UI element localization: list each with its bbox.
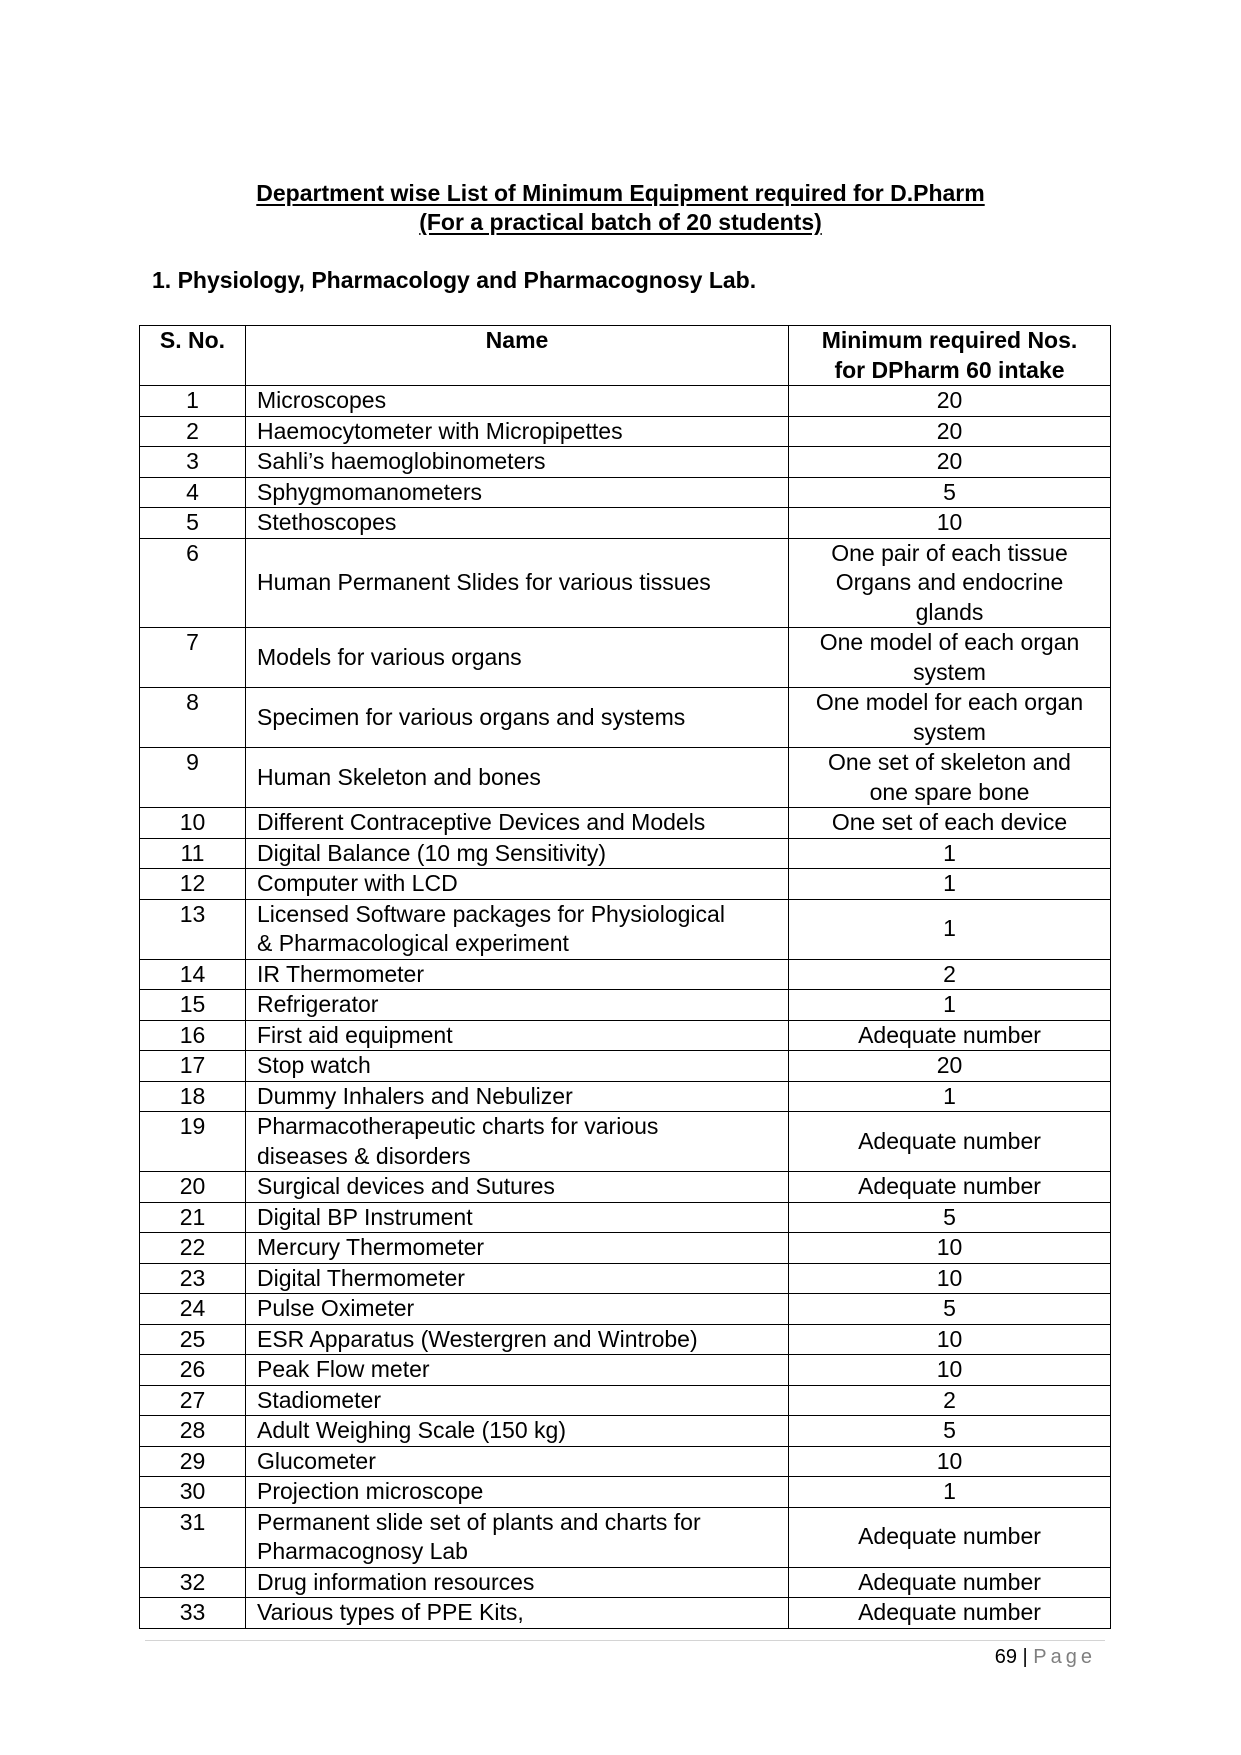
cell-name <box>246 959 789 990</box>
cell-name <box>246 1202 789 1233</box>
cell-min-required-line: One set of each device <box>831 809 1068 835</box>
cell-sno: 31 <box>140 1507 246 1567</box>
header-min-required-line2: for DPharm 60 intake <box>834 356 1065 383</box>
cell-min-required-line: 10 <box>936 509 963 535</box>
cell-sno: 2 <box>140 416 246 447</box>
table-row <box>140 1172 1111 1203</box>
cell-min-required-line: Adequate number <box>858 1173 1041 1199</box>
cell-name <box>246 1324 789 1355</box>
cell-name <box>246 1446 789 1477</box>
equipment-table <box>139 325 1111 1629</box>
cell-name-line: Stop watch <box>257 1052 371 1078</box>
cell-name-line: Pharmacotherapeutic charts for various <box>257 1113 659 1139</box>
cell-name-line: Projection microscope <box>257 1478 484 1504</box>
cell-min-required-line: 5 <box>943 1417 956 1443</box>
cell-name-line: Peak Flow meter <box>257 1356 430 1382</box>
cell-name-line: ESR Apparatus (Westergren and Wintrobe) <box>257 1325 698 1352</box>
table-row <box>140 688 1111 748</box>
cell-name <box>246 1385 789 1416</box>
cell-min-required <box>789 808 1111 839</box>
table-row <box>140 447 1111 478</box>
cell-min-required-line: 2 <box>943 1386 956 1413</box>
cell-name <box>246 1051 789 1082</box>
table-row <box>140 1324 1111 1355</box>
cell-sno: 3 <box>140 447 246 478</box>
table-row <box>140 1263 1111 1294</box>
cell-name-line: First aid equipment <box>257 1021 453 1048</box>
cell-name-line: Digital Thermometer <box>257 1264 465 1291</box>
cell-min-required <box>789 1507 1111 1567</box>
cell-min-required <box>789 386 1111 417</box>
cell-min-required <box>789 838 1111 869</box>
cell-min-required-line: 1 <box>943 870 956 896</box>
header-min-required <box>789 326 1111 386</box>
cell-name-line: Human Skeleton and bones <box>257 763 541 790</box>
cell-sno: 25 <box>140 1324 246 1355</box>
table-row <box>140 869 1111 900</box>
cell-min-required-line: One model of each organ <box>819 629 1080 655</box>
cell-name <box>246 1081 789 1112</box>
table-header-row <box>140 326 1111 386</box>
cell-name-line: Pharmacognosy Lab <box>257 1538 468 1564</box>
cell-min-required <box>789 1233 1111 1264</box>
cell-sno: 7 <box>140 628 246 688</box>
table-header <box>140 326 1111 386</box>
cell-name <box>246 1416 789 1447</box>
cell-min-required-line: 20 <box>936 1052 963 1078</box>
cell-min-required-line: Adequate number <box>858 1021 1041 1048</box>
cell-name <box>246 869 789 900</box>
table-row <box>140 508 1111 539</box>
cell-min-required <box>789 1477 1111 1508</box>
cell-min-required <box>789 1112 1111 1172</box>
cell-sno: 20 <box>140 1172 246 1203</box>
cell-min-required-line: one spare bone <box>869 778 1030 805</box>
cell-min-required-line: One model for each organ <box>815 689 1084 715</box>
cell-sno: 22 <box>140 1233 246 1264</box>
cell-name-line: Digital BP Instrument <box>257 1203 473 1230</box>
cell-min-required-line: 20 <box>936 448 963 474</box>
table-row <box>140 1233 1111 1264</box>
cell-min-required <box>789 1202 1111 1233</box>
cell-min-required <box>789 477 1111 508</box>
cell-name-line: Refrigerator <box>257 991 379 1017</box>
cell-min-required-line: 10 <box>936 1356 963 1382</box>
cell-min-required <box>789 1172 1111 1203</box>
document-title: Department wise List of Minimum Equipment required for D.Pharm <box>256 180 985 206</box>
cell-min-required <box>789 628 1111 688</box>
cell-name <box>246 477 789 508</box>
cell-name-line: Mercury Thermometer <box>257 1234 485 1260</box>
cell-min-required-line: system <box>913 658 986 685</box>
cell-name <box>246 1020 789 1051</box>
cell-name-line: Haemocytometer with Micropipettes <box>257 417 623 444</box>
cell-sno: 5 <box>140 508 246 539</box>
table-row <box>140 1051 1111 1082</box>
cell-name-line: Adult Weighing Scale (150 kg) <box>257 1417 566 1443</box>
cell-min-required <box>789 688 1111 748</box>
table-row <box>140 1416 1111 1447</box>
cell-min-required-line: 5 <box>943 478 956 505</box>
cell-min-required-line: Adequate number <box>858 1599 1041 1625</box>
cell-name <box>246 508 789 539</box>
table-body <box>140 386 1111 1629</box>
cell-name <box>246 838 789 869</box>
cell-min-required-line: 1 <box>943 1478 956 1504</box>
table-row <box>140 1567 1111 1598</box>
cell-min-required-line: 1 <box>943 1082 956 1109</box>
cell-name-line: Computer with LCD <box>257 870 458 896</box>
cell-min-required <box>789 416 1111 447</box>
table-row <box>140 1294 1111 1325</box>
cell-name <box>246 447 789 478</box>
cell-min-required <box>789 1385 1111 1416</box>
cell-min-required-line: Organs and endocrine <box>835 569 1064 595</box>
cell-min-required-line: One pair of each tissue <box>831 539 1068 566</box>
table-row <box>140 748 1111 808</box>
cell-name <box>246 1355 789 1386</box>
table-row <box>140 1477 1111 1508</box>
table-row <box>140 808 1111 839</box>
cell-name-line: Models for various organs <box>257 643 522 670</box>
cell-min-required <box>789 538 1111 628</box>
cell-name <box>246 386 789 417</box>
cell-min-required-line: glands <box>915 598 984 625</box>
cell-name <box>246 1294 789 1325</box>
cell-name-line: Various types of PPE Kits, <box>257 1599 524 1625</box>
cell-sno: 32 <box>140 1567 246 1598</box>
cell-name-line: Human Permanent Slides for various tissues <box>257 569 711 595</box>
cell-min-required-line: 1 <box>943 839 956 866</box>
cell-min-required <box>789 959 1111 990</box>
cell-sno: 9 <box>140 748 246 808</box>
table-row <box>140 899 1111 959</box>
cell-sno: 29 <box>140 1446 246 1477</box>
header-min-required-line1: Minimum required Nos. <box>821 327 1078 353</box>
cell-min-required <box>789 1446 1111 1477</box>
cell-sno: 10 <box>140 808 246 839</box>
cell-sno: 18 <box>140 1081 246 1112</box>
cell-sno: 14 <box>140 959 246 990</box>
cell-sno: 26 <box>140 1355 246 1386</box>
cell-min-required-line: system <box>913 718 986 745</box>
cell-min-required <box>789 1416 1111 1447</box>
table-row <box>140 838 1111 869</box>
table-row <box>140 990 1111 1021</box>
cell-name <box>246 1477 789 1508</box>
table-row <box>140 1020 1111 1051</box>
cell-name-line: Digital Balance (10 mg Sensitivity) <box>257 839 606 866</box>
cell-name-line: Licensed Software packages for Physiological <box>257 900 725 927</box>
page-separator: | <box>1016 1646 1034 1668</box>
cell-sno: 13 <box>140 899 246 959</box>
footer-divider <box>145 1640 1105 1641</box>
cell-name <box>246 1233 789 1264</box>
cell-name <box>246 538 789 628</box>
cell-min-required-line: 20 <box>936 387 963 413</box>
cell-name-line: Permanent slide set of plants and charts for <box>257 1508 701 1535</box>
cell-min-required-line: 10 <box>936 1264 963 1291</box>
table-row <box>140 1112 1111 1172</box>
cell-min-required <box>789 1081 1111 1112</box>
cell-name-line: Glucometer <box>257 1447 376 1474</box>
cell-sno: 4 <box>140 477 246 508</box>
table-row <box>140 1446 1111 1477</box>
cell-sno: 19 <box>140 1112 246 1172</box>
cell-min-required <box>789 869 1111 900</box>
cell-sno: 15 <box>140 990 246 1021</box>
table-row <box>140 1598 1111 1629</box>
cell-name <box>246 1263 789 1294</box>
cell-name-line: diseases & disorders <box>257 1142 471 1169</box>
cell-min-required <box>789 1355 1111 1386</box>
cell-sno: 17 <box>140 1051 246 1082</box>
cell-sno: 16 <box>140 1020 246 1051</box>
cell-min-required <box>789 508 1111 539</box>
cell-name-line: Sphygmomanometers <box>257 478 482 505</box>
header-sno: S. No. <box>140 326 246 386</box>
cell-min-required-line: Adequate number <box>858 1127 1041 1154</box>
page-number: 69 <box>994 1646 1017 1668</box>
table-row <box>140 1355 1111 1386</box>
cell-min-required <box>789 1020 1111 1051</box>
table-row <box>140 386 1111 417</box>
cell-min-required <box>789 1598 1111 1629</box>
cell-min-required-line: 10 <box>936 1325 963 1352</box>
cell-min-required <box>789 899 1111 959</box>
cell-name-line: Surgical devices and Sutures <box>257 1173 555 1199</box>
cell-name <box>246 1598 789 1629</box>
cell-min-required-line: 1 <box>943 991 956 1017</box>
cell-min-required-line: One set of skeleton and <box>828 749 1071 775</box>
cell-min-required-line: 2 <box>943 960 956 987</box>
cell-sno: 30 <box>140 1477 246 1508</box>
cell-sno: 6 <box>140 538 246 628</box>
cell-min-required <box>789 1294 1111 1325</box>
cell-name <box>246 990 789 1021</box>
cell-name <box>246 1507 789 1567</box>
page-footer <box>995 1644 1096 1670</box>
cell-min-required <box>789 1324 1111 1355</box>
cell-min-required-line: 20 <box>936 417 963 444</box>
table-row <box>140 1507 1111 1567</box>
table-row <box>140 1081 1111 1112</box>
cell-name-line: Different Contraceptive Devices and Models <box>257 809 706 835</box>
cell-sno: 21 <box>140 1202 246 1233</box>
cell-min-required <box>789 447 1111 478</box>
cell-min-required-line: Adequate number <box>858 1568 1041 1595</box>
cell-name-line: Drug information resources <box>257 1568 535 1595</box>
document-subtitle: (For a practical batch of 20 students) <box>419 209 822 235</box>
cell-min-required <box>789 1051 1111 1082</box>
cell-name <box>246 1172 789 1203</box>
cell-name-line: Dummy Inhalers and Nebulizer <box>257 1082 573 1109</box>
table-row <box>140 477 1111 508</box>
cell-min-required-line: 1 <box>943 915 956 942</box>
cell-min-required-line: 10 <box>936 1234 963 1260</box>
cell-min-required <box>789 1263 1111 1294</box>
cell-name <box>246 416 789 447</box>
cell-sno: 28 <box>140 1416 246 1447</box>
cell-sno: 8 <box>140 688 246 748</box>
table-row <box>140 628 1111 688</box>
cell-min-required-line: 10 <box>936 1447 963 1474</box>
table-row <box>140 538 1111 628</box>
cell-name <box>246 808 789 839</box>
cell-min-required <box>789 748 1111 808</box>
cell-min-required-line: 5 <box>943 1203 956 1230</box>
cell-name <box>246 688 789 748</box>
cell-name-line: & Pharmacological experiment <box>257 930 569 956</box>
cell-name-line: Pulse Oximeter <box>257 1295 415 1321</box>
cell-sno: 1 <box>140 386 246 417</box>
cell-name-line: Specimen for various organs and systems <box>257 703 686 730</box>
cell-name <box>246 899 789 959</box>
cell-sno: 33 <box>140 1598 246 1629</box>
cell-min-required <box>789 1567 1111 1598</box>
table-row <box>140 1385 1111 1416</box>
cell-name <box>246 1112 789 1172</box>
cell-name-line: Sahli’s haemoglobinometers <box>257 448 546 474</box>
cell-name <box>246 1567 789 1598</box>
page-label: Page <box>1033 1646 1096 1668</box>
cell-name <box>246 748 789 808</box>
cell-sno: 12 <box>140 869 246 900</box>
cell-min-required <box>789 990 1111 1021</box>
cell-min-required-line: Adequate number <box>858 1523 1041 1550</box>
cell-min-required-line: 5 <box>943 1295 956 1321</box>
cell-name-line: Microscopes <box>257 387 387 413</box>
table-row <box>140 416 1111 447</box>
cell-sno: 11 <box>140 838 246 869</box>
header-name: Name <box>246 326 789 386</box>
table-row <box>140 1202 1111 1233</box>
cell-name <box>246 628 789 688</box>
cell-sno: 27 <box>140 1385 246 1416</box>
table-row <box>140 959 1111 990</box>
cell-sno: 24 <box>140 1294 246 1325</box>
cell-name-line: Stethoscopes <box>257 509 397 535</box>
cell-sno: 23 <box>140 1263 246 1294</box>
cell-name-line: Stadiometer <box>257 1386 382 1413</box>
section-heading: 1. Physiology, Pharmacology and Pharmacognosy Lab. <box>152 267 757 293</box>
cell-name-line: IR Thermometer <box>257 960 425 987</box>
